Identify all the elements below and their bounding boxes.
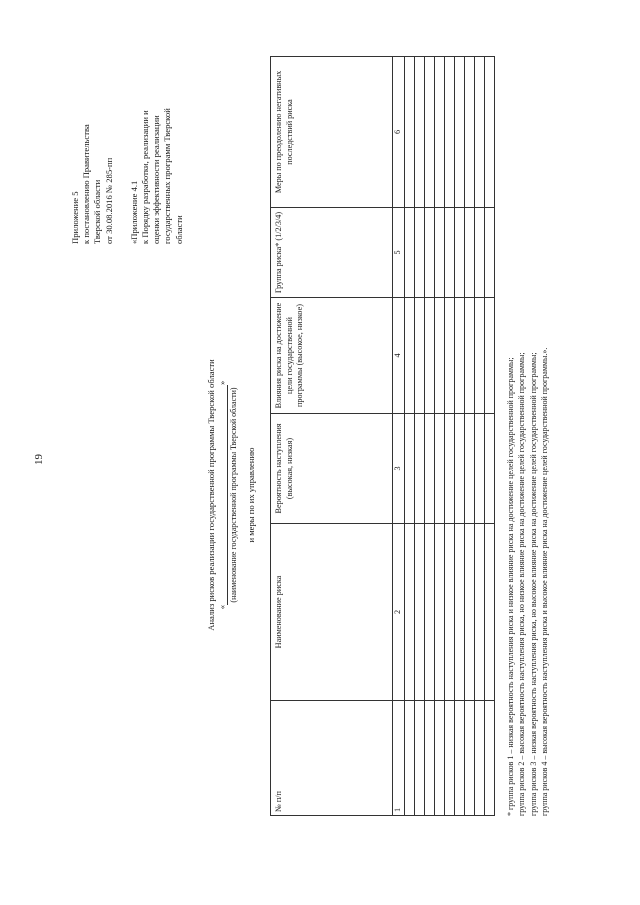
title-line: Анализ рисков реализации государственной программы Тверской области: [206, 359, 216, 631]
table-row: [425, 57, 435, 816]
appendix-line: от 30.08.2016 № 285-пп: [103, 157, 114, 244]
footnote-line: группа рисков 4 – высокая вероятность наступления риска и высокое влияние риска на достижение целей государственной программы.».: [540, 347, 550, 816]
program-name-blank: [217, 385, 228, 605]
column-number: 6: [393, 57, 405, 208]
table-header-row: [271, 57, 393, 816]
table-row: [405, 57, 415, 816]
header-probability: Вероятность наступления (высокая, низкая): [271, 414, 393, 524]
table-cell: [475, 208, 485, 298]
table-cell: [415, 414, 425, 524]
appendix-line: государственных программ Тверской: [162, 108, 173, 244]
table-cell: [435, 701, 445, 816]
table-cell: [455, 701, 465, 816]
header-impact: Влияния риска на достижение цели государственной программы (высокое, низкое): [271, 298, 393, 414]
page-number: 19: [33, 454, 45, 465]
header-measures: Меры по преодолению негативных последствий риска: [271, 57, 393, 208]
table-cell: [405, 298, 415, 414]
table-cell: [425, 57, 435, 208]
table-cell: [405, 524, 415, 701]
appendix-line: оценки эффективности реализации: [151, 115, 162, 244]
table-cell: [415, 524, 425, 701]
table-cell: [455, 298, 465, 414]
footnote-line: группа рисков 3 – низкая вероятность наступления риска, но высокое влияние риска на достижение целей государственной программы;: [528, 352, 538, 816]
column-number: 4: [393, 298, 405, 414]
table-cell: [465, 298, 475, 414]
appendix-line: Приложение 5: [70, 191, 80, 244]
column-number: 2: [393, 524, 405, 701]
table-cell: [445, 701, 455, 816]
footnote-line: группа рисков 2 – высокая вероятность наступления риска, но низкое влияние риска на достижение целей государственной программы;: [517, 352, 527, 816]
table-cell: [415, 298, 425, 414]
table-cell: [425, 208, 435, 298]
table-cell: [435, 208, 445, 298]
table-cell: [465, 414, 475, 524]
quote-open: «: [217, 605, 227, 610]
program-name-hint: (наименование государственной программы Тверской области): [229, 387, 238, 603]
table-cell: [475, 57, 485, 208]
header-risk-group: Группа риска* (1/2/3/4): [271, 208, 393, 298]
table-cell: [475, 524, 485, 701]
appendix-line: к постановлению Правительства: [81, 124, 92, 244]
table-cell: [455, 524, 465, 701]
footnote: [505, 36, 551, 816]
table-cell: [475, 414, 485, 524]
table-cell: [485, 701, 495, 816]
appendix-order-block: [129, 44, 185, 244]
table-cell: [475, 298, 485, 414]
table-row: [475, 57, 485, 816]
table-row: [485, 57, 495, 816]
table-cell: [405, 414, 415, 524]
table-cell: [445, 57, 455, 208]
table-cell: [465, 524, 475, 701]
risk-table: [270, 56, 495, 816]
appendix-resolution-block: [70, 44, 115, 244]
column-number: 5: [393, 208, 405, 298]
appendix-line: Тверской области: [92, 179, 103, 244]
table-cell: [485, 414, 495, 524]
table-cell: [425, 298, 435, 414]
table-cell: [415, 57, 425, 208]
table-cell: [435, 414, 445, 524]
table-cell: [485, 298, 495, 414]
document-title: [206, 285, 257, 705]
table-cell: [445, 208, 455, 298]
table-row: [415, 57, 425, 816]
table-cell: [455, 414, 465, 524]
table-cell: [435, 524, 445, 701]
appendix-line: «Приложение 4.1: [128, 180, 139, 244]
appendix-line: к Порядку разработки, реализации и: [140, 110, 151, 244]
table-cell: [405, 57, 415, 208]
table-cell: [405, 208, 415, 298]
table-cell: [425, 701, 435, 816]
program-name-line: [217, 285, 228, 705]
table-cell: [425, 524, 435, 701]
column-number-row: [393, 57, 405, 816]
title-line-3: и меры по их управлению: [246, 447, 256, 543]
table-cell: [415, 701, 425, 816]
table-cell: [475, 701, 485, 816]
quote-close: »: [217, 380, 227, 385]
table-cell: [485, 208, 495, 298]
table-cell: [445, 414, 455, 524]
table-cell: [485, 524, 495, 701]
table-cell: [465, 57, 475, 208]
footnote-line: * группа рисков 1 – низкая вероятность наступления риска и низкое влияние риска на достижение целей государственной программы;: [506, 357, 515, 816]
header-risk-name: Наименование риска: [271, 524, 393, 701]
table-cell: [485, 57, 495, 208]
table-cell: [455, 57, 465, 208]
table-cell: [465, 208, 475, 298]
table-cell: [465, 701, 475, 816]
header-number: № п/п: [271, 701, 393, 816]
table-row: [465, 57, 475, 816]
table-cell: [445, 524, 455, 701]
column-number: 3: [393, 414, 405, 524]
table-row: [445, 57, 455, 816]
table-cell: [405, 701, 415, 816]
table-cell: [435, 298, 445, 414]
table-row: [455, 57, 465, 816]
table-cell: [435, 57, 445, 208]
appendix-header: [70, 44, 199, 244]
table-cell: [425, 414, 435, 524]
table-cell: [445, 298, 455, 414]
table-cell: [415, 208, 425, 298]
table-cell: [455, 208, 465, 298]
table-row: [435, 57, 445, 816]
appendix-line: области: [173, 215, 184, 244]
column-number: 1: [393, 701, 405, 816]
